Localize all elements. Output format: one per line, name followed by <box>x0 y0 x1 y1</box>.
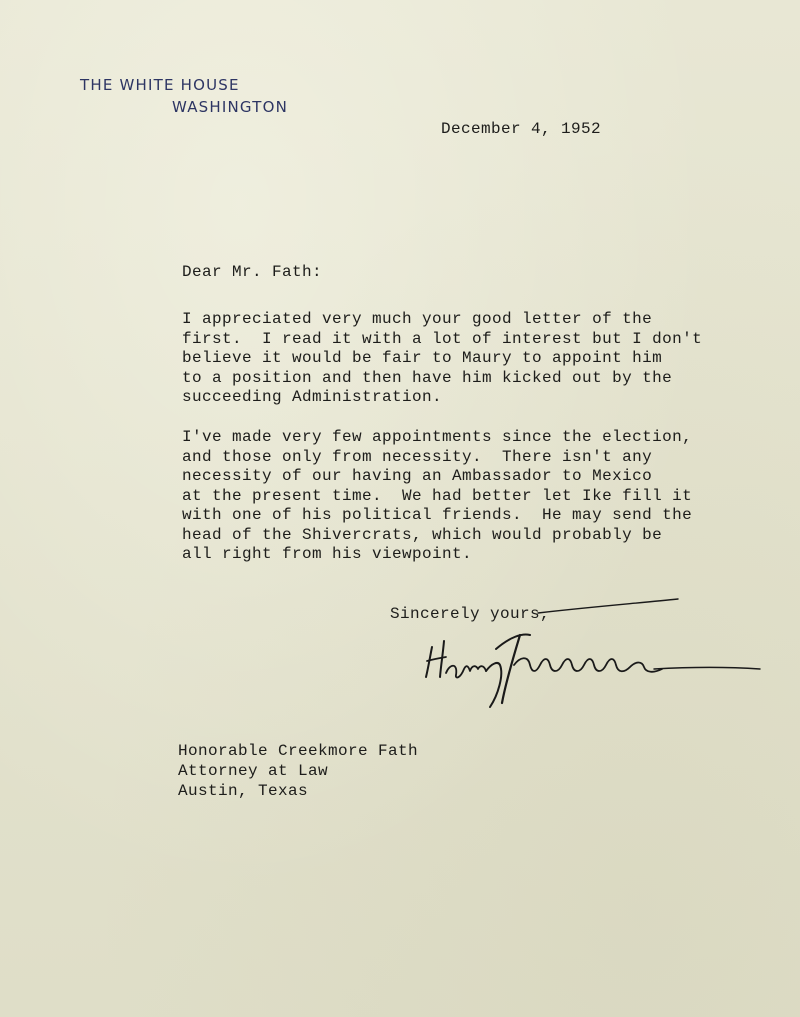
paragraph-1 <box>182 310 722 408</box>
signature <box>410 595 790 715</box>
closing: Sincerely yours, <box>390 605 551 623</box>
paragraph-line: I've made very few appointments since the election, <box>182 428 693 446</box>
letter-date: December 4, 1952 <box>441 120 602 138</box>
paragraph-line: necessity of our having an Ambassador to Mexico <box>182 467 653 485</box>
paragraph-line: with one of his political friends. He may send the <box>182 506 693 524</box>
paragraph-line: first. I read it with a lot of interest but I don't <box>182 329 703 348</box>
paragraph-line: all right from his viewpoint. <box>182 545 473 563</box>
recipient-title: Attorney at Law <box>178 762 329 780</box>
recipient-city: Austin, Texas <box>178 782 309 800</box>
paragraph-line: and those only from necessity. There isn't any <box>182 447 653 466</box>
letterhead <box>80 74 288 118</box>
paragraph-line: I appreciated very much your good letter of the <box>182 310 653 328</box>
paragraph-line: at the present time. We had better let Ike fill it <box>182 486 693 505</box>
letterhead-line2: WASHINGTON <box>172 98 288 116</box>
paragraph-2 <box>182 428 722 565</box>
paragraph-line: succeeding Administration. <box>182 388 443 406</box>
recipient-name: Honorable Creekmore Fath <box>178 742 419 760</box>
recipient-address <box>178 741 418 801</box>
paragraph-line: head of the Shivercrats, which would probably be <box>182 525 663 544</box>
paragraph-line: believe it would be fair to Maury to appoint him <box>182 349 663 367</box>
letterhead-line1: THE WHITE HOUSE <box>80 76 240 94</box>
paragraph-line: to a position and then have him kicked out by the <box>182 368 673 387</box>
salutation: Dear Mr. Fath: <box>182 263 323 281</box>
